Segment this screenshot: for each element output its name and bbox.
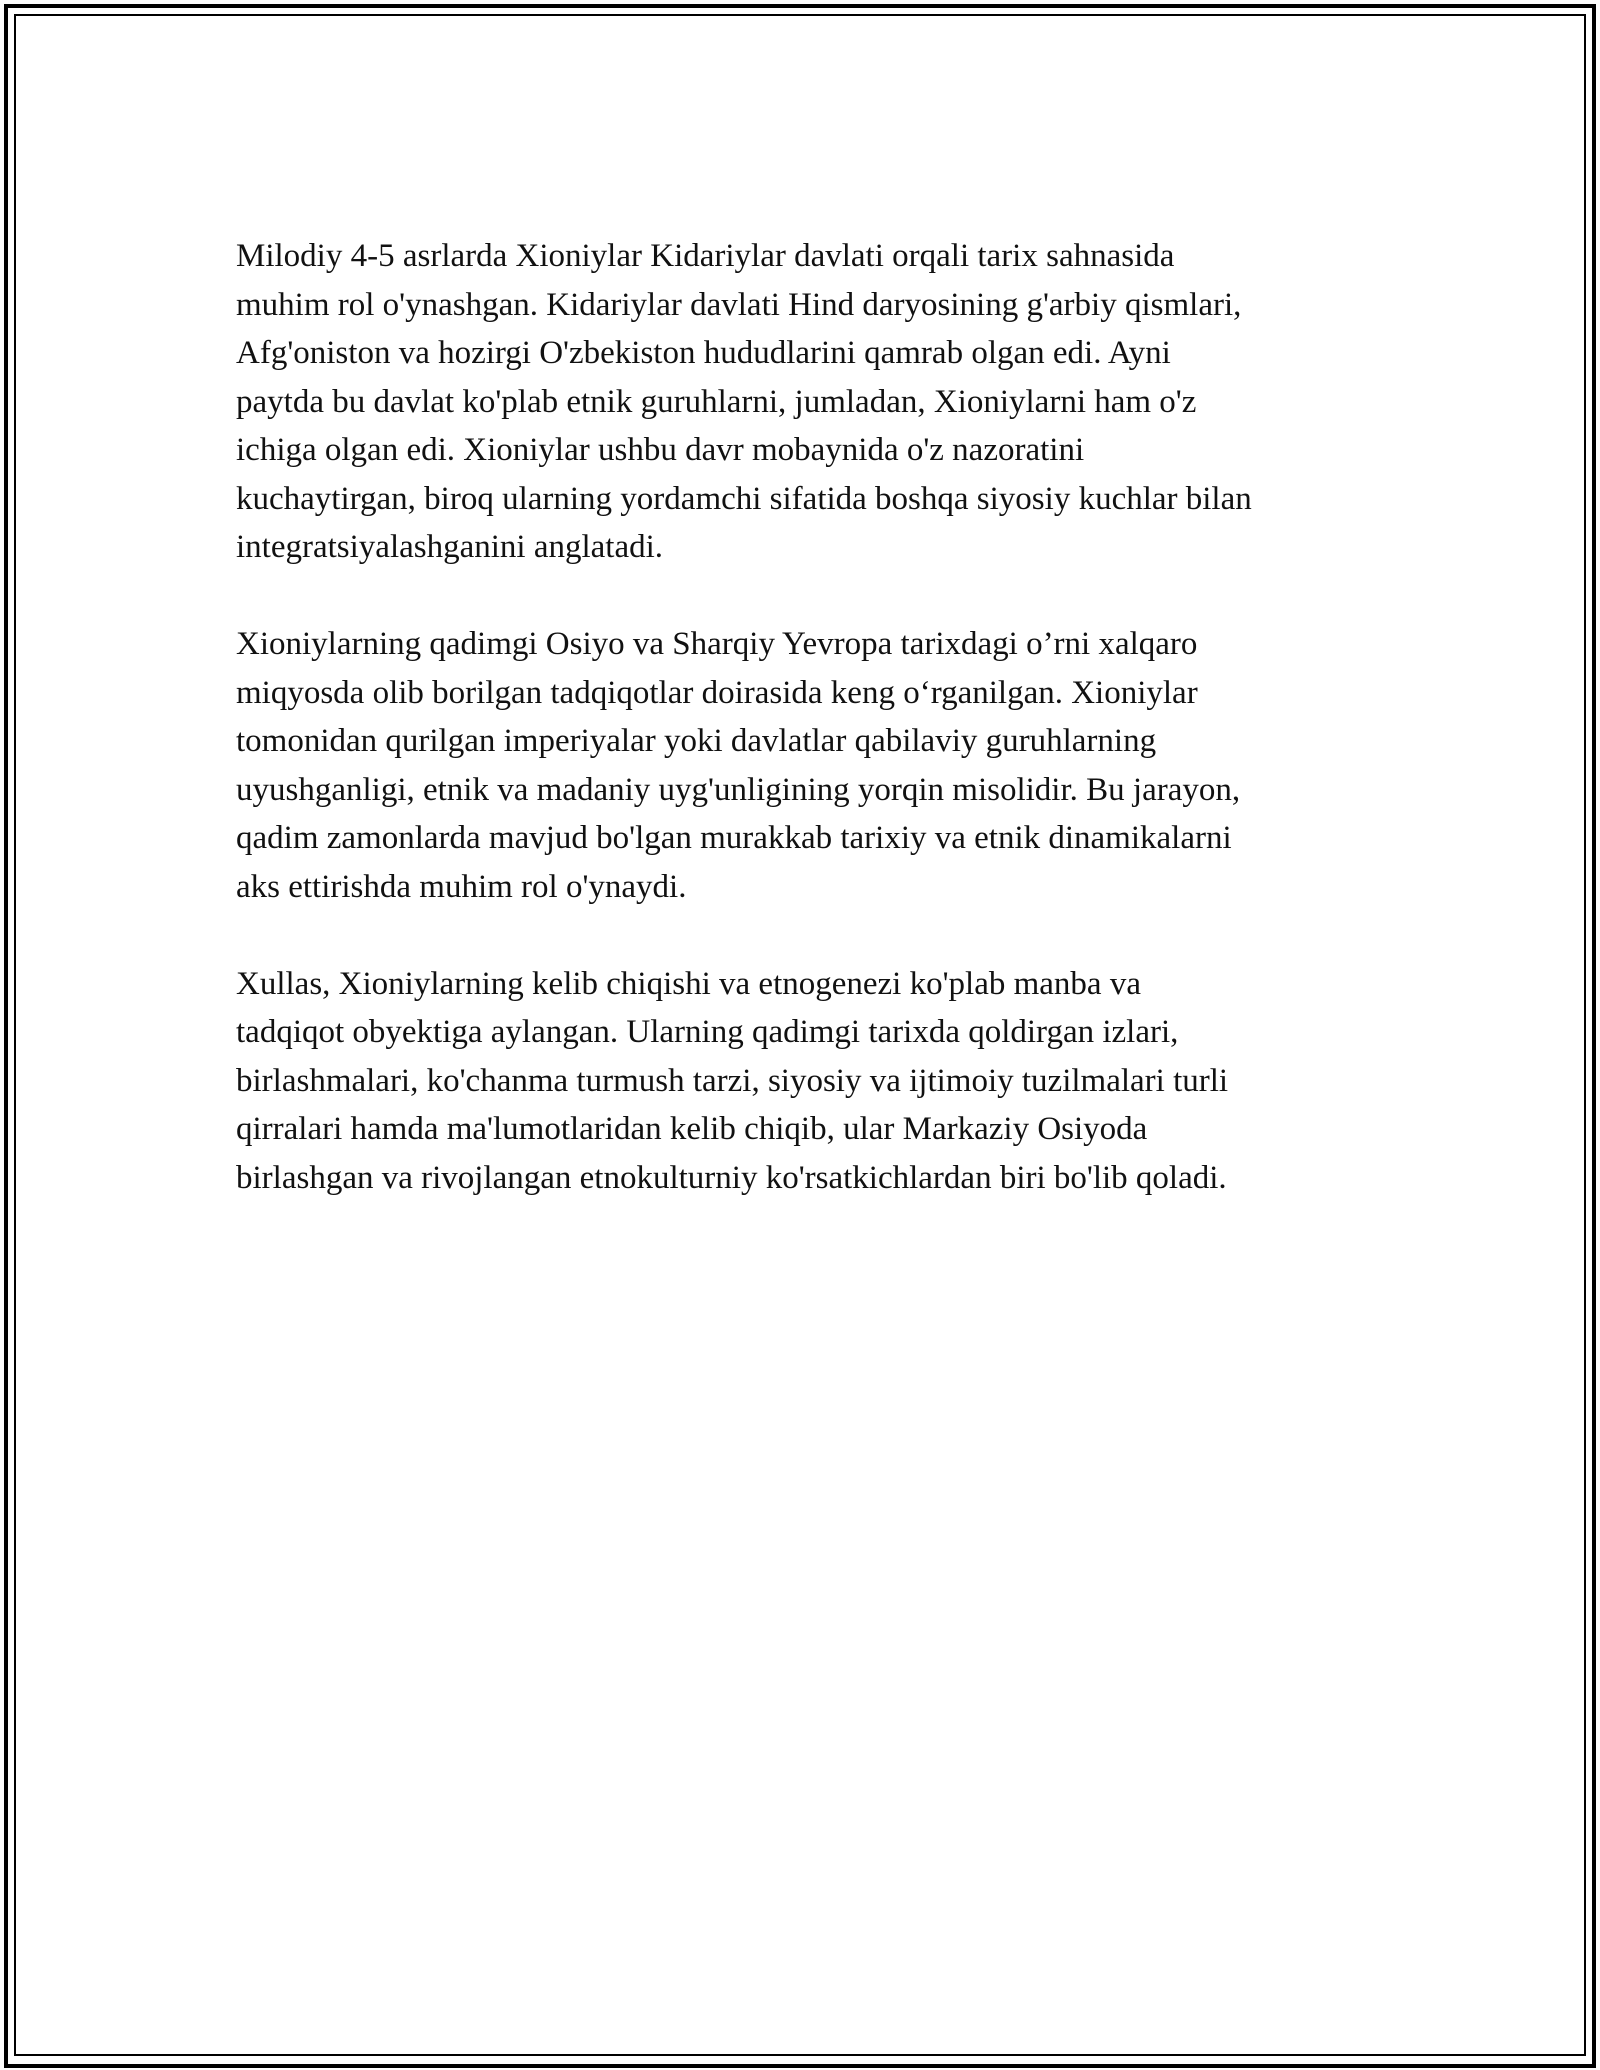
text-line: tadqiqot obyektiga aylangan. Ularning qadimgi tarixda qoldirgan izlari, <box>236 1014 1179 1050</box>
text-line: qirralari hamda ma'lumotlaridan kelib chiqib, ular Markaziy Osiyoda <box>236 1111 1148 1147</box>
text-line: tomonidan qurilgan imperiyalar yoki davlatlar qabilaviy guruhlarning <box>236 723 1157 759</box>
text-line: uyushganligi, etnik va madaniy uyg'unligining yorqin misolidir. Bu jarayon, <box>236 771 1241 808</box>
text-line: miqyosda olib borilgan tadqiqotlar doirasida keng o‘rganilgan. Xioniylar <box>236 674 1198 711</box>
text-line: birlashmalari, ko'chanma turmush tarzi, siyosiy va ijtimoiy tuzilmalari turli <box>236 1062 1229 1099</box>
paragraph-3 <box>236 960 1396 1203</box>
document-body <box>236 232 1396 1251</box>
text-line: Xioniylarning qadimgi Osiyo va Sharqiy Yevropa tarixdagi o’rni xalqaro <box>236 626 1198 662</box>
text-line: ichiga olgan edi. Xioniylar ushbu davr mobaynida o'z nazoratini <box>236 432 1085 468</box>
paragraph-1 <box>236 232 1396 572</box>
text-line: paytda bu davlat ko'plab etnik guruhlarni, jumladan, Xioniylarni ham o'z <box>236 383 1197 420</box>
text-line: Afg'oniston va hozirgi O'zbekiston hududlarini qamrab olgan edi. Ayni <box>236 335 1171 371</box>
text-line: integratsiyalashganini anglatadi. <box>236 529 664 565</box>
text-line: Xullas, Xioniylarning kelib chiqishi va etnogenezi ko'plab manba va <box>236 965 1141 1002</box>
text-line: Milodiy 4-5 asrlarda Xioniylar Kidariylar davlati orqali tarix sahnasida <box>236 238 1175 274</box>
text-line: birlashgan va rivojlangan etnokulturniy ko'rsatkichlardan biri bo'lib qoladi. <box>236 1159 1227 1196</box>
text-line: aks ettirishda muhim rol o'ynaydi. <box>236 868 687 905</box>
paragraph-2 <box>236 620 1396 911</box>
text-line: muhim rol o'ynashgan. Kidariylar davlati Hind daryosining g'arbiy qismlari, <box>236 286 1242 323</box>
text-line: qadim zamonlarda mavjud bo'lgan murakkab tarixiy va etnik dinamikalarni <box>236 820 1232 856</box>
text-line: kuchaytirgan, biroq ularning yordamchi sifatida boshqa siyosiy kuchlar bilan <box>236 480 1252 517</box>
